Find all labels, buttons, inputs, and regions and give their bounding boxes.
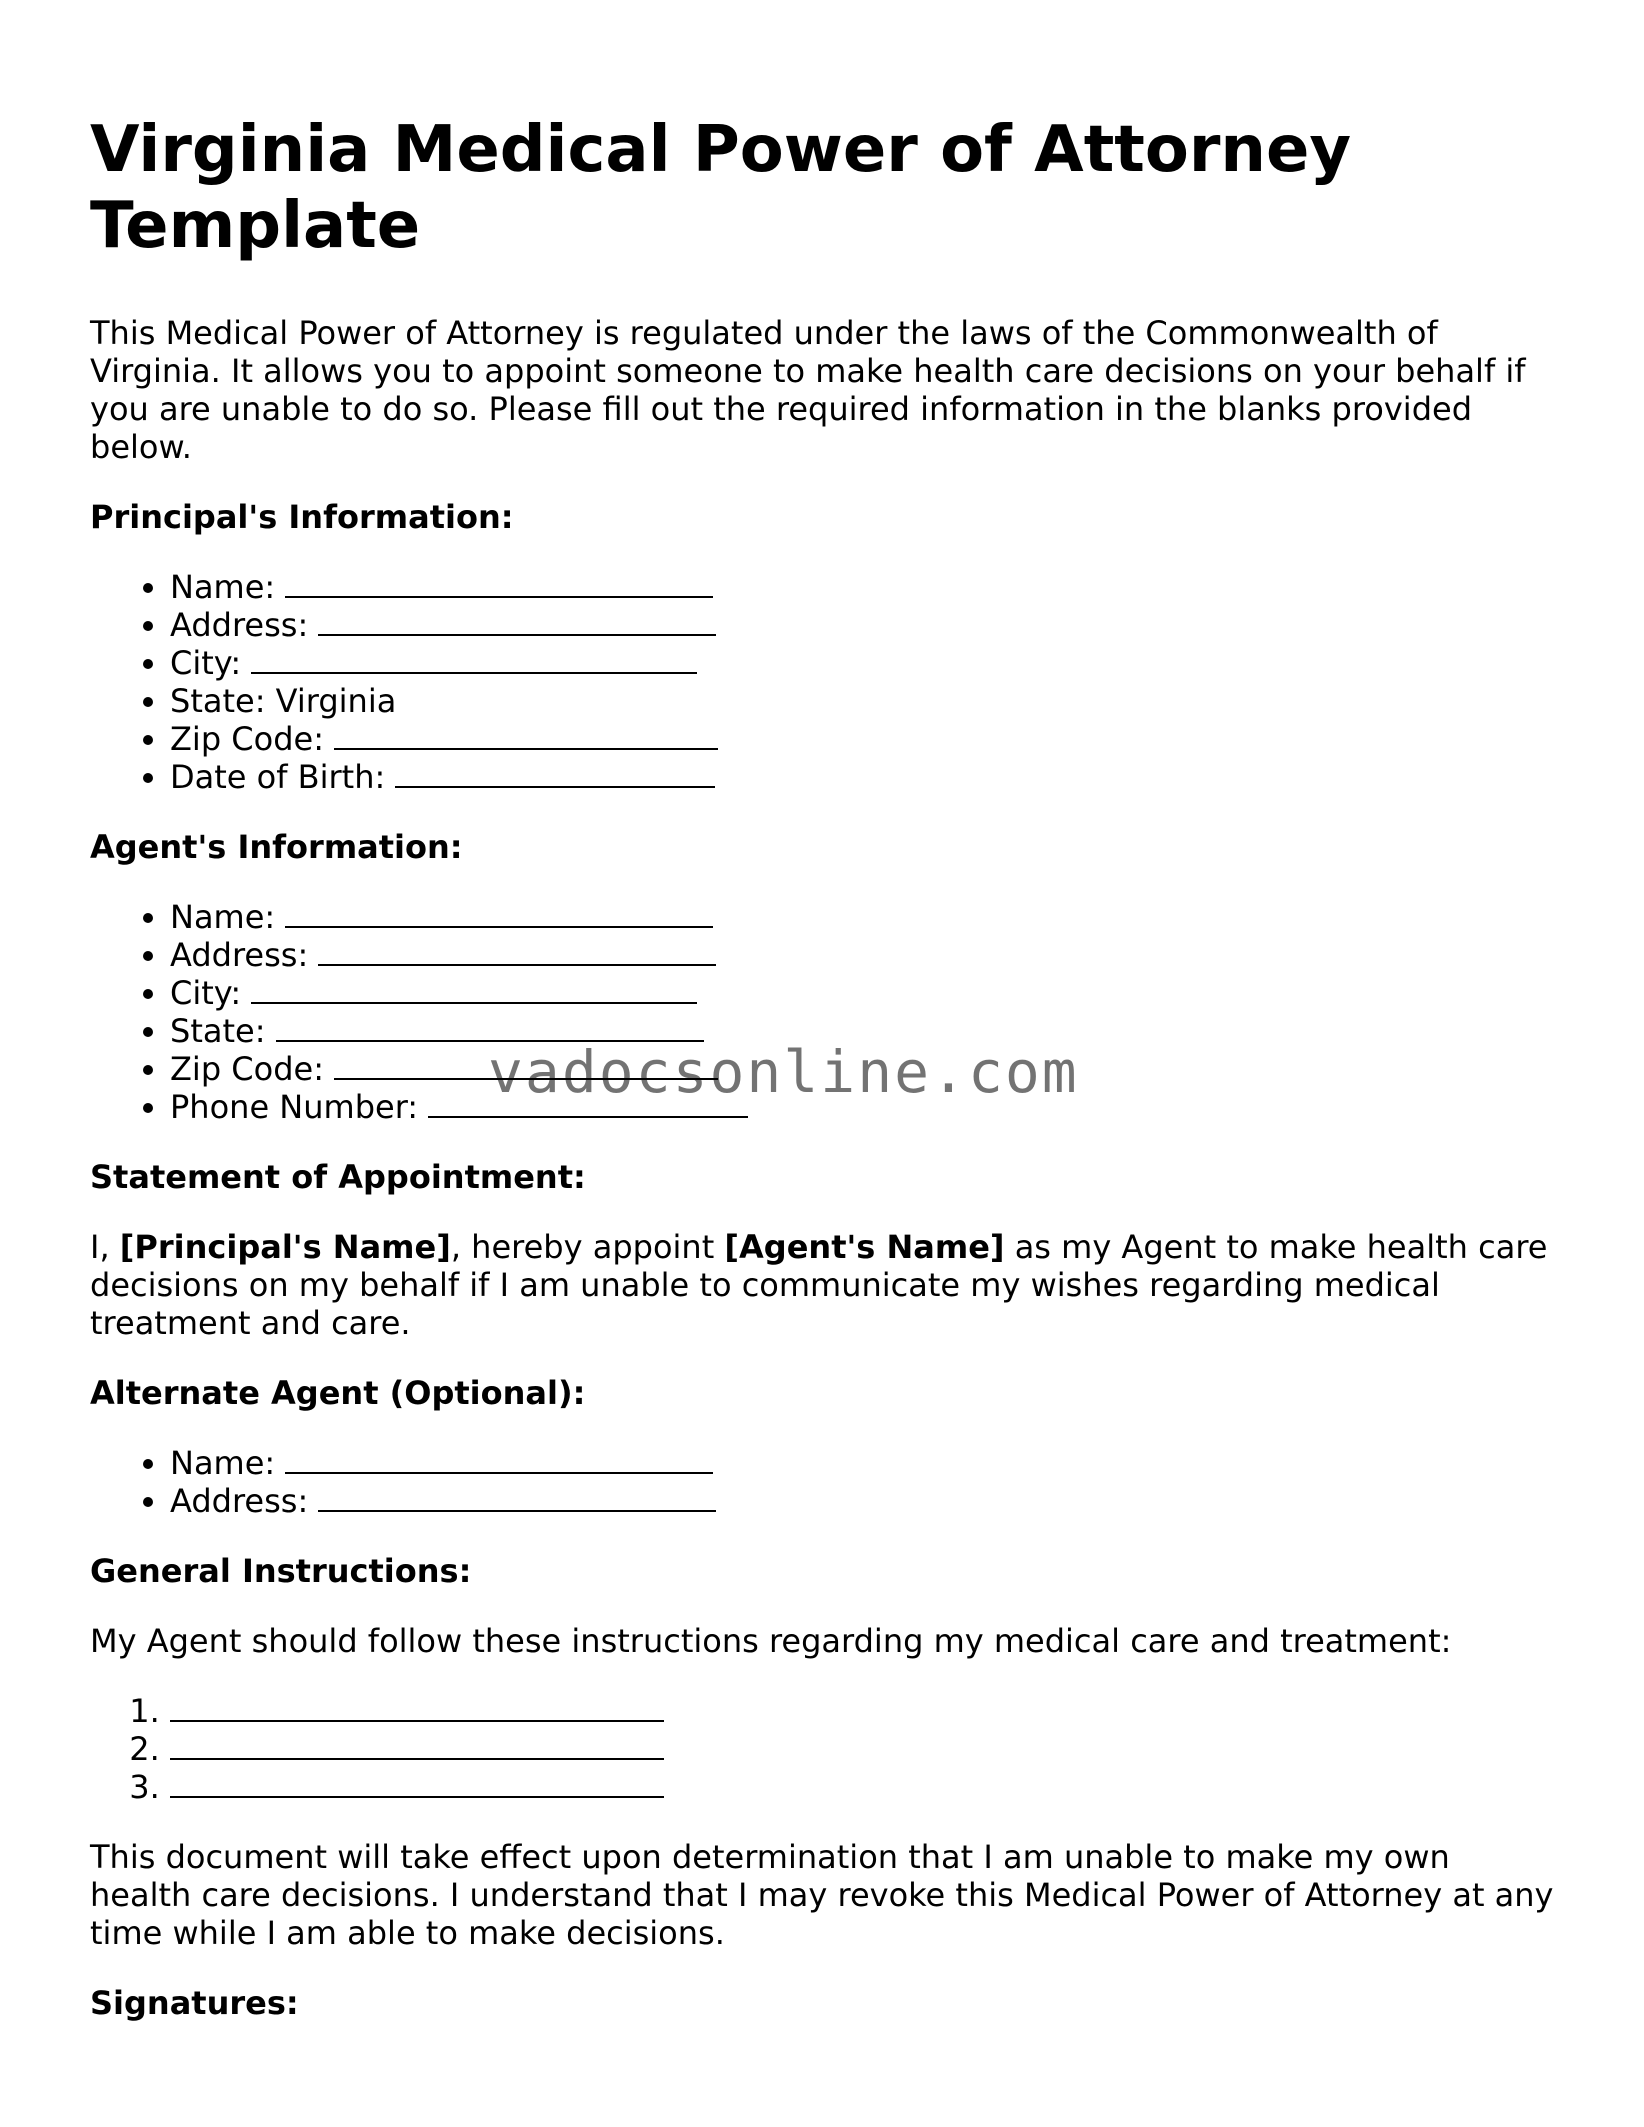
instruction-blank[interactable]	[170, 1730, 664, 1760]
appointment-text-b: , hereby appoint	[450, 1228, 725, 1266]
list-item	[170, 898, 1560, 936]
field-label: Address:	[170, 1482, 309, 1520]
field-label: Zip Code:	[170, 720, 324, 758]
field-label: City:	[170, 644, 242, 682]
list-item	[170, 936, 1560, 974]
agent-list	[90, 898, 1560, 1126]
principal-heading: Principal's Information:	[90, 498, 514, 536]
field-label: Phone Number:	[170, 1088, 419, 1126]
instructions-heading: General Instructions:	[90, 1552, 472, 1590]
address-blank[interactable]	[318, 1482, 716, 1512]
list-item	[170, 1050, 1560, 1088]
list-item	[170, 758, 1560, 796]
instruction-blank[interactable]	[170, 1692, 664, 1722]
intro-paragraph: This Medical Power of Attorney is regulated under the laws of the Commonwealth of Virginia. It allows you to appoint someone to make health care decisions on your behalf if you are unable to do so. Please fill out the required information in the blanks provided below.	[90, 314, 1526, 466]
list-item	[170, 1012, 1560, 1050]
list-item	[170, 682, 1560, 720]
effect-paragraph: This document will take effect upon determination that I am unable to make my own health care decisions. I understand that I may revoke this Medical Power of Attorney at any time while I am able to make decisions.	[90, 1838, 1554, 1952]
phone-blank[interactable]	[428, 1088, 748, 1118]
field-label: Address:	[170, 936, 309, 974]
list-item	[170, 568, 1560, 606]
list-item	[170, 1088, 1560, 1126]
field-label: Zip Code:	[170, 1050, 324, 1088]
list-item	[170, 1768, 1560, 1806]
name-blank[interactable]	[285, 1444, 713, 1474]
field-label: Name:	[170, 1444, 276, 1482]
field-label: City:	[170, 974, 242, 1012]
signatures-heading: Signatures:	[90, 1984, 299, 2022]
name-blank[interactable]	[285, 568, 713, 598]
state-blank[interactable]	[276, 1012, 704, 1042]
list-item	[170, 974, 1560, 1012]
appointment-text-c: as my Agent to make health care decisions on my behalf if I am unable to communicate my wishes regarding medical treatment and care.	[90, 1228, 1548, 1342]
name-blank[interactable]	[285, 898, 713, 928]
agent-heading: Agent's Information:	[90, 828, 463, 866]
appointment-paragraph	[90, 1228, 1560, 1342]
instructions-paragraph: My Agent should follow these instructions regarding my medical care and treatment:	[90, 1622, 1452, 1660]
address-blank[interactable]	[318, 936, 716, 966]
page-title: Virginia Medical Power of Attorney Template	[90, 113, 1352, 263]
agent-name-placeholder: [Agent's Name]	[724, 1228, 1005, 1266]
list-item	[170, 1482, 1560, 1520]
principal-list	[90, 568, 1560, 796]
list-item	[170, 1730, 1560, 1768]
list-item	[170, 720, 1560, 758]
appointment-text-a: I,	[90, 1228, 120, 1266]
field-label: Name:	[170, 568, 276, 606]
zip-blank[interactable]	[334, 720, 718, 750]
field-label: State:	[170, 1012, 266, 1050]
document-page	[90, 112, 1560, 2054]
field-label: State: Virginia	[170, 682, 397, 720]
dob-blank[interactable]	[395, 758, 715, 788]
watermark: vadocsonline.com	[488, 1038, 1079, 1106]
instructions-list	[90, 1692, 1560, 1806]
principal-name-placeholder: [Principal's Name]	[119, 1228, 451, 1266]
list-item	[170, 606, 1560, 644]
instruction-blank[interactable]	[170, 1768, 664, 1798]
list-item	[170, 1444, 1560, 1482]
appointment-heading: Statement of Appointment:	[90, 1158, 586, 1196]
alternate-heading: Alternate Agent (Optional):	[90, 1374, 586, 1412]
alternate-list	[90, 1444, 1560, 1520]
zip-blank[interactable]	[334, 1050, 718, 1080]
field-label: Address:	[170, 606, 309, 644]
city-blank[interactable]	[251, 974, 697, 1004]
list-item	[170, 1692, 1560, 1730]
city-blank[interactable]	[251, 644, 697, 674]
address-blank[interactable]	[318, 606, 716, 636]
list-item	[170, 644, 1560, 682]
field-label: Date of Birth:	[170, 758, 386, 796]
field-label: Name:	[170, 898, 276, 936]
